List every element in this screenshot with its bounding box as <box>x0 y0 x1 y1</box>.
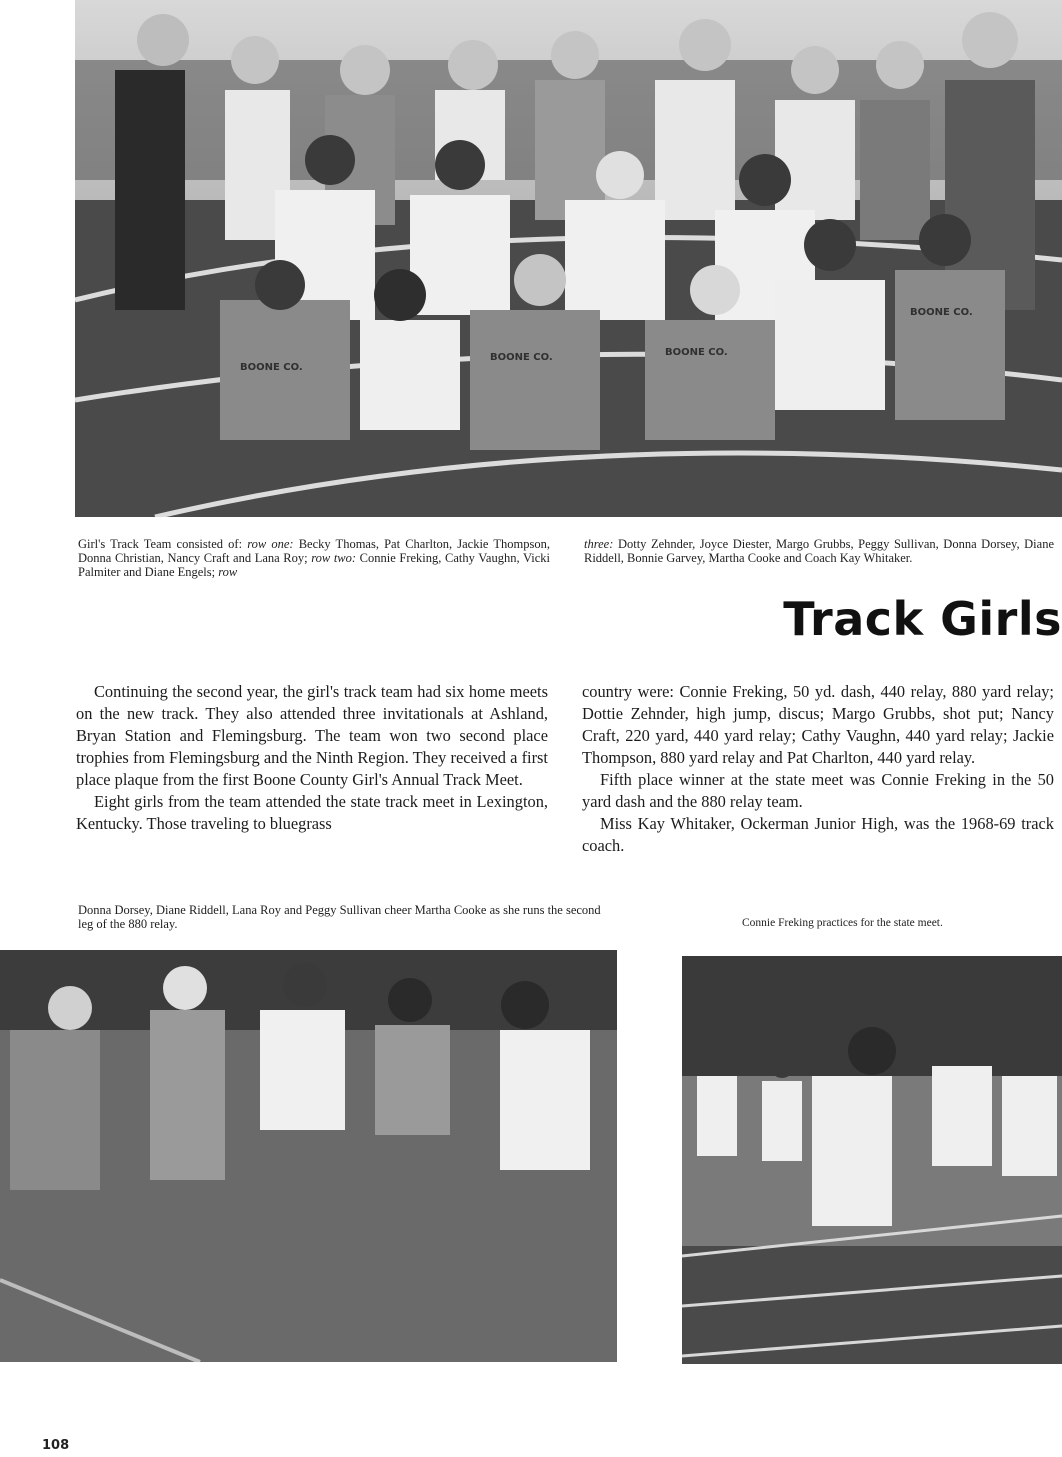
page-title: Track Girls <box>783 592 1062 646</box>
article-paragraph: Fifth place winner at the state meet was Connie Freking in the 50 yard dash and the 880 relay team. <box>582 770 1054 811</box>
team-photo <box>75 0 1062 517</box>
relay-cheer-photo <box>0 950 617 1362</box>
svg-text:BOONE CO.: BOONE CO. <box>665 347 728 358</box>
page-number: 108 <box>42 1438 70 1453</box>
article-left-column <box>76 681 548 835</box>
relay-caption: Donna Dorsey, Diane Riddell, Lana Roy and Peggy Sullivan cheer Martha Cooke as she runs the second leg of the 880 relay. <box>78 903 601 931</box>
team-caption-right: three: Dotty Zehnder, Joyce Diester, Margo Grubbs, Peggy Sullivan, Donna Dorsey, Diane Riddell, Bonnie Garvey, Martha Cooke and Coach Kay Whitaker. <box>584 537 1054 565</box>
article-paragraph: country were: Connie Freking, 50 yd. dash, 440 relay, 880 yard relay; Dottie Zehnder, high jump, discus; Margo Grubbs, shot put; Nancy Craft, 220 yard, 440 yard relay; Cathy Vaughn, 440 yard relay; Jackie Thompson, 880 yard relay and Pat Charlton, 440 yard relay. <box>582 682 1054 767</box>
practice-caption: Connie Freking practices for the state meet. <box>742 917 943 929</box>
article-paragraph: Miss Kay Whitaker, Ockerman Junior High, was the 1968-69 track coach. <box>582 814 1054 855</box>
svg-text:BOONE CO.: BOONE CO. <box>910 307 973 318</box>
svg-text:BOONE CO.: BOONE CO. <box>490 352 553 363</box>
sweater-label: BOONE CO. <box>240 362 303 373</box>
article-right-column <box>582 681 1054 857</box>
team-caption-left: Girl's Track Team consisted of: row one: Becky Thomas, Pat Charlton, Jackie Thompson, Donna Christian, Nancy Craft and Lana Roy; row two: Connie Freking, Cathy Vaughn, Vicki Palmiter and Diane Engels; row <box>78 537 550 579</box>
sprint-practice-photo <box>682 956 1062 1364</box>
article-paragraph: Continuing the second year, the girl's track team had six home meets on the new track. They also attended three invitationals at Ashland, Bryan Station and Flemingsburg. The team won two second place trophies from Flemingsburg and the Ninth Region. They received a first place plaque from the first Boone County Girl's Annual Track Meet. <box>76 682 548 789</box>
article-paragraph: Eight girls from the team attended the state track meet in Lexington, Kentucky. Those traveling to bluegrass <box>76 792 548 833</box>
